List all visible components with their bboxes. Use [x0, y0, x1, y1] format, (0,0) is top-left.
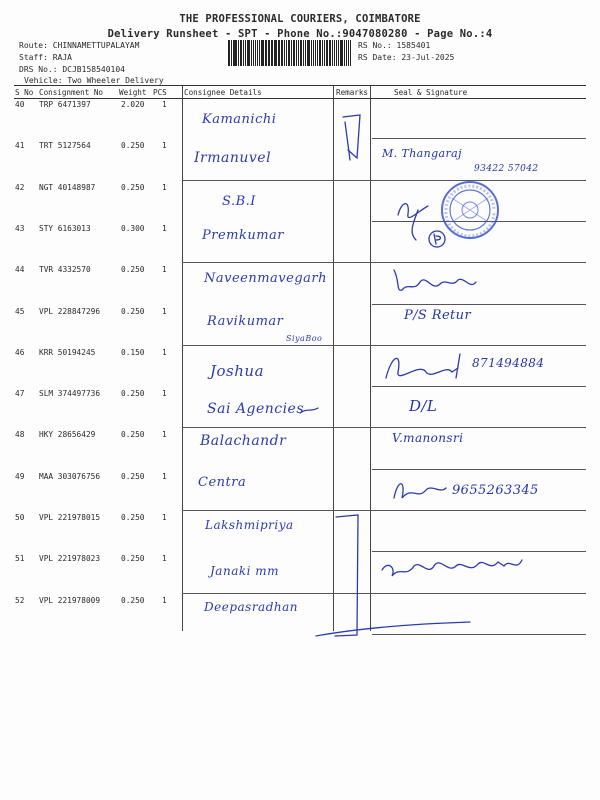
row-weight: 0.250	[121, 430, 145, 440]
row-sno: 42	[15, 182, 25, 192]
receiver-sign-45: P/S Retur	[404, 308, 472, 323]
row-sno: 44	[15, 265, 25, 275]
row-pcs: 1	[162, 182, 167, 192]
row-consignment-no: STY 6163013	[39, 223, 91, 233]
row-sno: 52	[15, 595, 25, 605]
receiver-sign-41: M. Thangaraj	[382, 147, 462, 160]
staff-line: Staff: RAJA	[19, 53, 72, 62]
row-consignment-no: VPL 221978015	[39, 513, 101, 522]
consignee-sign-52: Deepasradhan	[204, 600, 299, 614]
receiver-sign-48: V.manonsri	[392, 431, 464, 445]
col-sno: S No	[15, 88, 34, 97]
company-title: THE PROFESSIONAL COURIERS, COIMBATORE	[179, 13, 421, 25]
col-remarks: Remarks	[336, 88, 369, 97]
row-weight: 0.150	[121, 347, 145, 357]
col-pcs: PCS	[153, 88, 167, 97]
receiver-scribble-46	[386, 358, 458, 378]
row-pcs: 1	[162, 471, 167, 481]
row-consignment-no: SLM 374497736	[39, 389, 101, 399]
row-sno: 49	[15, 471, 25, 481]
consignee-sign-41: Irmanuvel	[194, 150, 272, 166]
receiver-phone-46: 871494884	[472, 356, 545, 370]
row-weight: 0.250	[121, 265, 145, 275]
vehicle-line: Vehicle: Two Wheeler Delivery	[24, 76, 164, 85]
row-weight: 0.250	[121, 513, 145, 522]
rs-no-value: 1585401	[396, 41, 431, 50]
row-consignment-no: MAA 303076756	[39, 471, 101, 481]
drs-line: DRS No.: DCJB158540104	[19, 65, 125, 74]
consignee-sign-45: Ravikumar	[207, 314, 284, 329]
row-sno: 45	[15, 306, 25, 316]
row-consignment-no: KRR 50194245	[39, 347, 96, 357]
row-sno: 48	[15, 430, 25, 440]
row-pcs: 1	[162, 306, 167, 316]
col-consignment: Consignment No	[39, 88, 104, 97]
row-weight: 0.250	[121, 554, 145, 564]
consignee-sign-42: S.B.I	[222, 194, 256, 209]
row-consignment-no: HKY 28656429	[39, 430, 96, 440]
receiver-sign-44	[394, 270, 476, 290]
row-weight: 0.250	[121, 182, 145, 192]
consignee-sign-43: Premkumar	[202, 228, 285, 243]
runsheet-subtitle: Delivery Runsheet - SPT - Phone No.:9047080280 - Page No.:4	[107, 28, 493, 40]
route-value: CHINNAMETTUPALAYAM	[52, 41, 140, 50]
receiver-sign-47: D/L	[409, 397, 438, 415]
row-pcs: 1	[162, 100, 167, 109]
row-sno: 41	[15, 141, 25, 151]
row-consignment-no: VPL 228847296	[39, 306, 101, 316]
row-weight: 2.020	[121, 100, 145, 109]
row-consignment-no: VPL 221978023	[39, 554, 101, 564]
consignee-sign-47: Sai Agencies	[207, 401, 305, 417]
row-pcs: 1	[162, 389, 167, 399]
row-sno: 51	[15, 554, 25, 564]
row-consignment-no: NGT 40148987	[39, 182, 96, 192]
row-sno: 46	[15, 347, 25, 357]
row-pcs: 1	[162, 223, 167, 233]
row-sno: 47	[15, 389, 25, 399]
row-pcs: 1	[162, 554, 167, 564]
consignee-sign-49: Centra	[198, 475, 247, 490]
receiver-sign-51	[382, 560, 522, 576]
consignee-note-45: SiyaBoo	[286, 334, 323, 343]
drs-value: DCJB158540104	[62, 65, 125, 74]
remarks-bracket-mark	[343, 115, 360, 158]
row-sno: 50	[15, 513, 25, 522]
row-sno: 43	[15, 223, 25, 233]
row-weight: 0.250	[121, 471, 145, 481]
row-weight: 0.300	[121, 223, 145, 233]
row-sno: 40	[15, 100, 25, 109]
vehicle-value: Two Wheeler Delivery	[67, 76, 164, 85]
consignee-sign-50: Lakshmipriya	[205, 518, 294, 532]
consignee-sign-51: Janaki mm	[210, 564, 280, 578]
col-consignee: Consignee Details	[184, 88, 262, 97]
consignee-sign-40: Kamanichi	[202, 112, 277, 127]
receiver-scribble-49	[394, 484, 446, 498]
row-weight: 0.250	[121, 595, 145, 605]
row-weight: 0.250	[121, 141, 145, 151]
row-consignment-no: TVR 4332570	[39, 265, 91, 275]
col-seal: Seal & Signature	[394, 88, 468, 97]
row-pcs: 1	[162, 347, 167, 357]
staff-value: RAJA	[52, 53, 72, 62]
row-pcs: 1	[162, 265, 167, 275]
rs-no-line: RS No.: 1585401	[358, 41, 431, 50]
row-pcs: 1	[162, 430, 167, 440]
row-pcs: 1	[162, 595, 167, 605]
row-consignment-no: TRT 5127564	[39, 141, 91, 151]
col-weight: Weight	[119, 88, 147, 97]
consignee-sign-44: Naveenmavegarh	[204, 271, 328, 286]
rs-date-value: 23-Jul-2025	[401, 53, 455, 62]
consignee-sign-46: Joshua	[210, 362, 265, 380]
row-consignment-no: VPL 221978009	[39, 595, 101, 605]
remarks-bracket-lower	[335, 515, 358, 636]
receiver-phone-49: 9655263345	[452, 483, 539, 498]
rs-date-line: RS Date: 23-Jul-2025	[358, 53, 455, 62]
row-pcs: 1	[162, 141, 167, 151]
row-consignment-no: TRP 6471397	[39, 100, 91, 109]
row-weight: 0.250	[121, 306, 145, 316]
receiver-squiggle-42	[398, 204, 428, 218]
row-pcs: 1	[162, 513, 167, 522]
route-line: Route: CHINNAMETTUPALAYAM	[19, 41, 140, 50]
row-weight: 0.250	[121, 389, 145, 399]
receiver-phone-41: 93422 57042	[474, 164, 539, 174]
consignee-sign-48: Balachandr	[200, 433, 287, 449]
seal-stamp-icon	[442, 182, 498, 238]
